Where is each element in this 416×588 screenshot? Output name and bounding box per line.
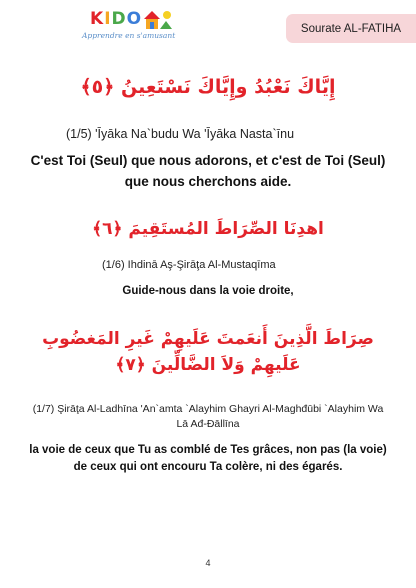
verse-6-transliteration: (1/6) Ihdinā Aş-Şirāţa Al-Mustaqīma (102, 259, 276, 271)
logo-tagline: Apprendre en s'amusant (82, 31, 176, 40)
verse-5-translation: C'est Toi (Seul) que nous adorons, et c'est de Toi (Seul) que nous cherchons aide. (30, 153, 386, 189)
verse-5-arabic: إِيَّاكَ نَعْبُدُ وإِيَّاكَ نَسْتَعِينُ ﴿٥﴾ (80, 76, 336, 98)
verse-5-transliteration: (1/5) 'Īyāka Na`budu Wa 'Īyāka Nasta`īnu (66, 127, 295, 141)
logo-wordmark (90, 9, 142, 29)
logo-house-icon (140, 7, 174, 31)
verse-7-transliteration: (1/7) Şirāţa Al-Ladhīna 'An`amta `Alayhim Ghayri Al-Maghđūbi `Alayhim Wa Lā Ađ-Đāllīna (32, 403, 384, 430)
logo-letter: I (104, 9, 112, 29)
verse-6-translation: Guide-nous dans la voie droite, (122, 285, 294, 297)
surah-title: Sourate AL-FATIHA (300, 22, 402, 35)
logo-letter: O (126, 9, 143, 29)
logo-letter: K (90, 9, 105, 29)
surah-title-tab (286, 14, 416, 43)
verse-7-translation: la voie de ceux que Tu as comblé de Tes grâces, non pas (la voie) de ceux qui ont encouru Ta colère, ni des égarés. (29, 444, 387, 473)
kido-logo (78, 7, 198, 59)
logo-letter: D (111, 9, 127, 29)
verse-7-arabic: صِرَاطَ الَّذِينَ أَنعَمتَ عَلَيهِمْ غَيرِ المَغضُوبِ عَلَيهِمْ وَلاَ الضَّالِّينَ ﴿٧﴾ (42, 329, 374, 375)
verse-6-arabic: اهدِنَا الصِّرَاطَ المُستَقِيمَ ﴿٦﴾ (92, 219, 324, 239)
page-number: 4 (205, 558, 211, 568)
